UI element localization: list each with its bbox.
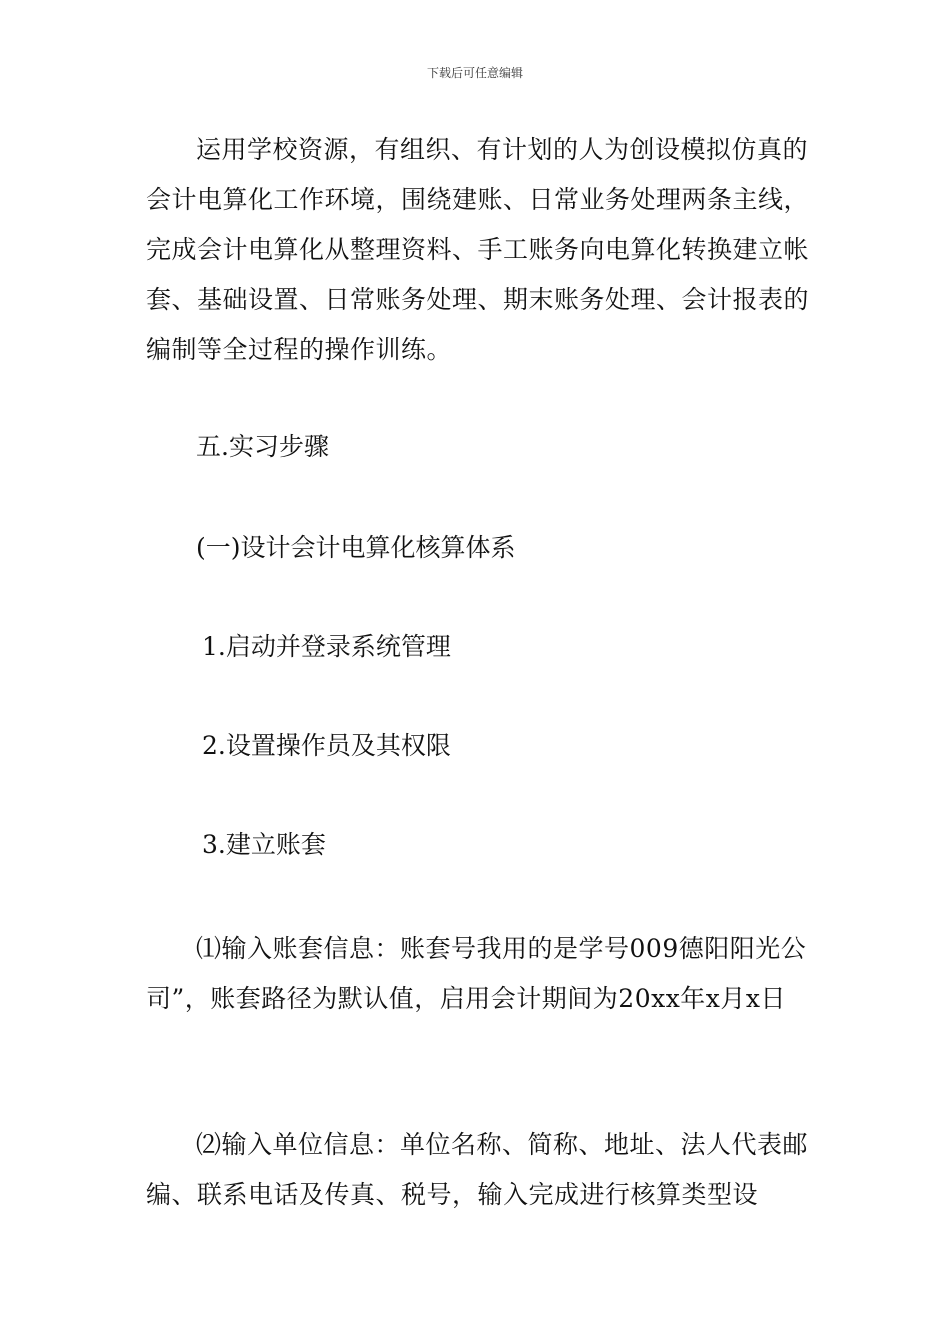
intro-paragraph: 运用学校资源，有组织、有计划的人为创设模拟仿真的会计电算化工作环境，围绕建账、日常业务处理两条主线，完成会计电算化从整理资料、手工账务向电算化转换建立帐套、基础设置、日常账务处理、期末账务处理、会计报表的编制等全过程的操作训练。	[146, 135, 810, 364]
section-heading: 五.实习步骤	[196, 432, 329, 461]
item-paragraph: ⑴输入账套信息：账套号我用的是学号009德阳阳光公司”，账套路径为默认值，启用会计期间为20xx年x月x日	[146, 934, 807, 1013]
item-paragraph: ⑵输入单位信息：单位名称、简称、地址、法人代表邮编、联系电话及传真、税号，输入完成进行核算类型设	[146, 1130, 809, 1209]
step-item: 2.设置操作员及其权限	[202, 731, 451, 760]
subsection-heading: (一)设计会计电算化核算体系	[196, 533, 516, 562]
header-note: 下载后可任意编辑	[426, 66, 523, 80]
step-item: 3.建立账套	[202, 830, 326, 859]
step-item: 1.启动并登录系统管理	[202, 632, 451, 661]
